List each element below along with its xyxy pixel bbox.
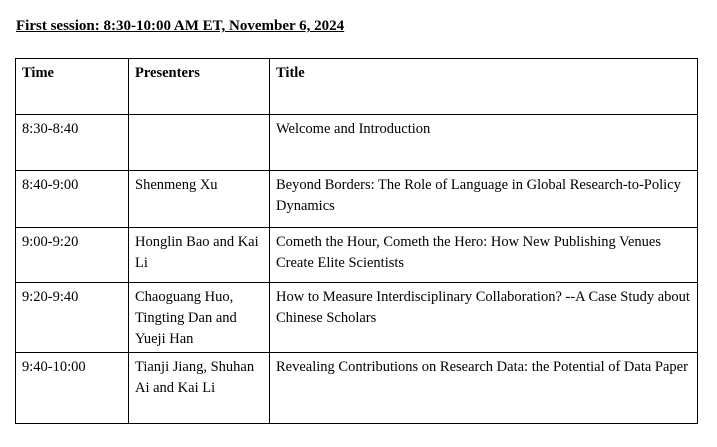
table-header-row — [16, 59, 698, 115]
presenters-cell: Shenmeng Xu — [129, 171, 270, 228]
presenters-cell: Chaoguang Huo, Tingting Dan and Yueji Han — [129, 283, 270, 353]
time-cell: 9:00-9:20 — [16, 228, 129, 283]
title-cell: Cometh the Hour, Cometh the Hero: How New Publishing Venues Create Elite Scientists — [270, 228, 698, 283]
table-row — [16, 283, 698, 353]
column-header-presenters: Presenters — [129, 59, 270, 115]
column-header-title: Title — [270, 59, 698, 115]
schedule-table — [15, 58, 698, 424]
time-cell: 9:40-10:00 — [16, 353, 129, 424]
table-row — [16, 115, 698, 171]
presenters-cell — [129, 115, 270, 171]
table-row — [16, 171, 698, 228]
title-cell: How to Measure Interdisciplinary Collaboration? --A Case Study about Chinese Scholars — [270, 283, 698, 353]
presenters-cell: Tianji Jiang, Shuhan Ai and Kai Li — [129, 353, 270, 424]
time-cell: 8:30-8:40 — [16, 115, 129, 171]
title-cell: Beyond Borders: The Role of Language in Global Research-to-Policy Dynamics — [270, 171, 698, 228]
column-header-time: Time — [16, 59, 129, 115]
time-cell: 8:40-9:00 — [16, 171, 129, 228]
time-cell: 9:20-9:40 — [16, 283, 129, 353]
title-cell: Revealing Contributions on Research Data: the Potential of Data Paper — [270, 353, 698, 424]
table-row — [16, 353, 698, 424]
table-row — [16, 228, 698, 283]
session-heading: First session: 8:30-10:00 AM ET, November 6, 2024 — [16, 18, 345, 34]
title-cell: Welcome and Introduction — [270, 115, 698, 171]
presenters-cell: Honglin Bao and Kai Li — [129, 228, 270, 283]
